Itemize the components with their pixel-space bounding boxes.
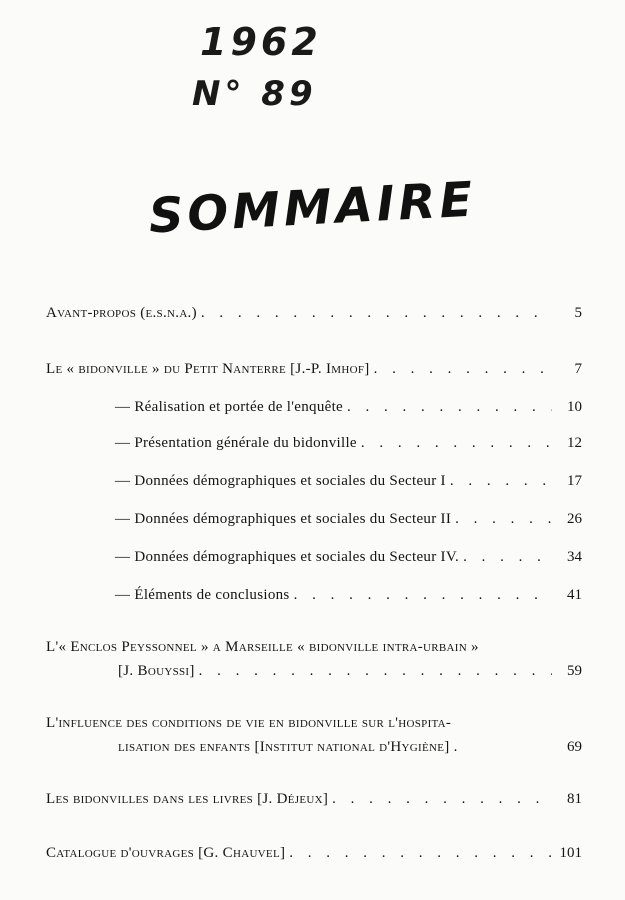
toc-label: — Réalisation et portée de l'enquête: [115, 399, 344, 415]
dot-leader: [332, 788, 552, 810]
toc-subentry-6: [115, 584, 582, 606]
toc-page-number: 69: [567, 739, 582, 755]
dot-leader: [374, 358, 552, 380]
toc-page-number: 34: [567, 549, 582, 565]
toc-label: Catalogue d'ouvrages [G. Chauvel]: [46, 845, 286, 861]
toc-entry-livres: [46, 788, 582, 810]
toc-page-number: 59: [567, 663, 582, 679]
dot-leader: [455, 508, 552, 530]
page-title: SOMMAIRE: [147, 171, 478, 245]
toc-label: — Éléments de conclusions: [115, 587, 290, 603]
toc-page-number: 26: [567, 511, 582, 527]
dot-leader: [450, 470, 552, 492]
toc-entry-influence-line2: [118, 736, 582, 758]
toc-subentry-4: [115, 508, 582, 530]
toc-subentry-1: [115, 396, 582, 418]
toc-entry-enclos-line1: [46, 636, 582, 658]
toc-label: L'« Enclos Peyssonnel » a Marseille « bidonville intra-urbain »: [46, 639, 479, 655]
dot-leader: [294, 584, 552, 606]
toc-subentry-5: [115, 546, 582, 568]
handwritten-year: 1962: [200, 20, 322, 64]
dot-leader: [361, 432, 552, 454]
toc-label: — Données démographiques et sociales du Secteur I: [115, 473, 446, 489]
toc-label: Le « bidonville » du Petit Nanterre [J.-P. Imhof]: [46, 361, 370, 377]
toc-label: — Présentation générale du bidonville: [115, 435, 357, 451]
toc-entry-avant-propos: [46, 302, 582, 324]
toc-label: — Données démographiques et sociales du Secteur IV.: [115, 549, 460, 565]
toc-entry-enclos-line2: [118, 660, 582, 682]
toc-page-number: 10: [567, 399, 582, 415]
toc-entry-influence-line1: [46, 712, 582, 734]
toc-page-number: 7: [574, 361, 582, 377]
toc-label: L'influence des conditions de vie en bidonville sur l'hospita-: [46, 715, 452, 731]
toc-page-number: 17: [567, 473, 582, 489]
toc-page-number: 101: [559, 845, 582, 861]
toc-entry-bidonville: [46, 358, 582, 380]
toc-label: Les bidonvilles dans les livres [J. Déjeux]: [46, 791, 329, 807]
dot-leader: [463, 546, 552, 568]
toc-label: [J. Bouyssi]: [118, 663, 195, 679]
dot-leader: [347, 396, 552, 418]
dot-leader: [199, 660, 552, 682]
toc-entry-catalogue: [46, 842, 582, 864]
toc-page-number: 5: [574, 305, 582, 321]
toc-label: lisation des enfants [Institut national d'Hygiène] .: [118, 739, 458, 755]
handwritten-issue-number: N° 89: [192, 74, 317, 114]
toc-label: Avant-propos (e.s.n.a.): [46, 305, 197, 321]
dot-leader: [201, 302, 552, 324]
toc-page-number: 41: [567, 587, 582, 603]
dot-leader: [289, 842, 552, 864]
toc-page-number: 81: [567, 791, 582, 807]
toc-subentry-3: [115, 470, 582, 492]
toc-label: — Données démographiques et sociales du Secteur II: [115, 511, 452, 527]
toc-page-number: 12: [567, 435, 582, 451]
toc-subentry-2: [115, 432, 582, 454]
